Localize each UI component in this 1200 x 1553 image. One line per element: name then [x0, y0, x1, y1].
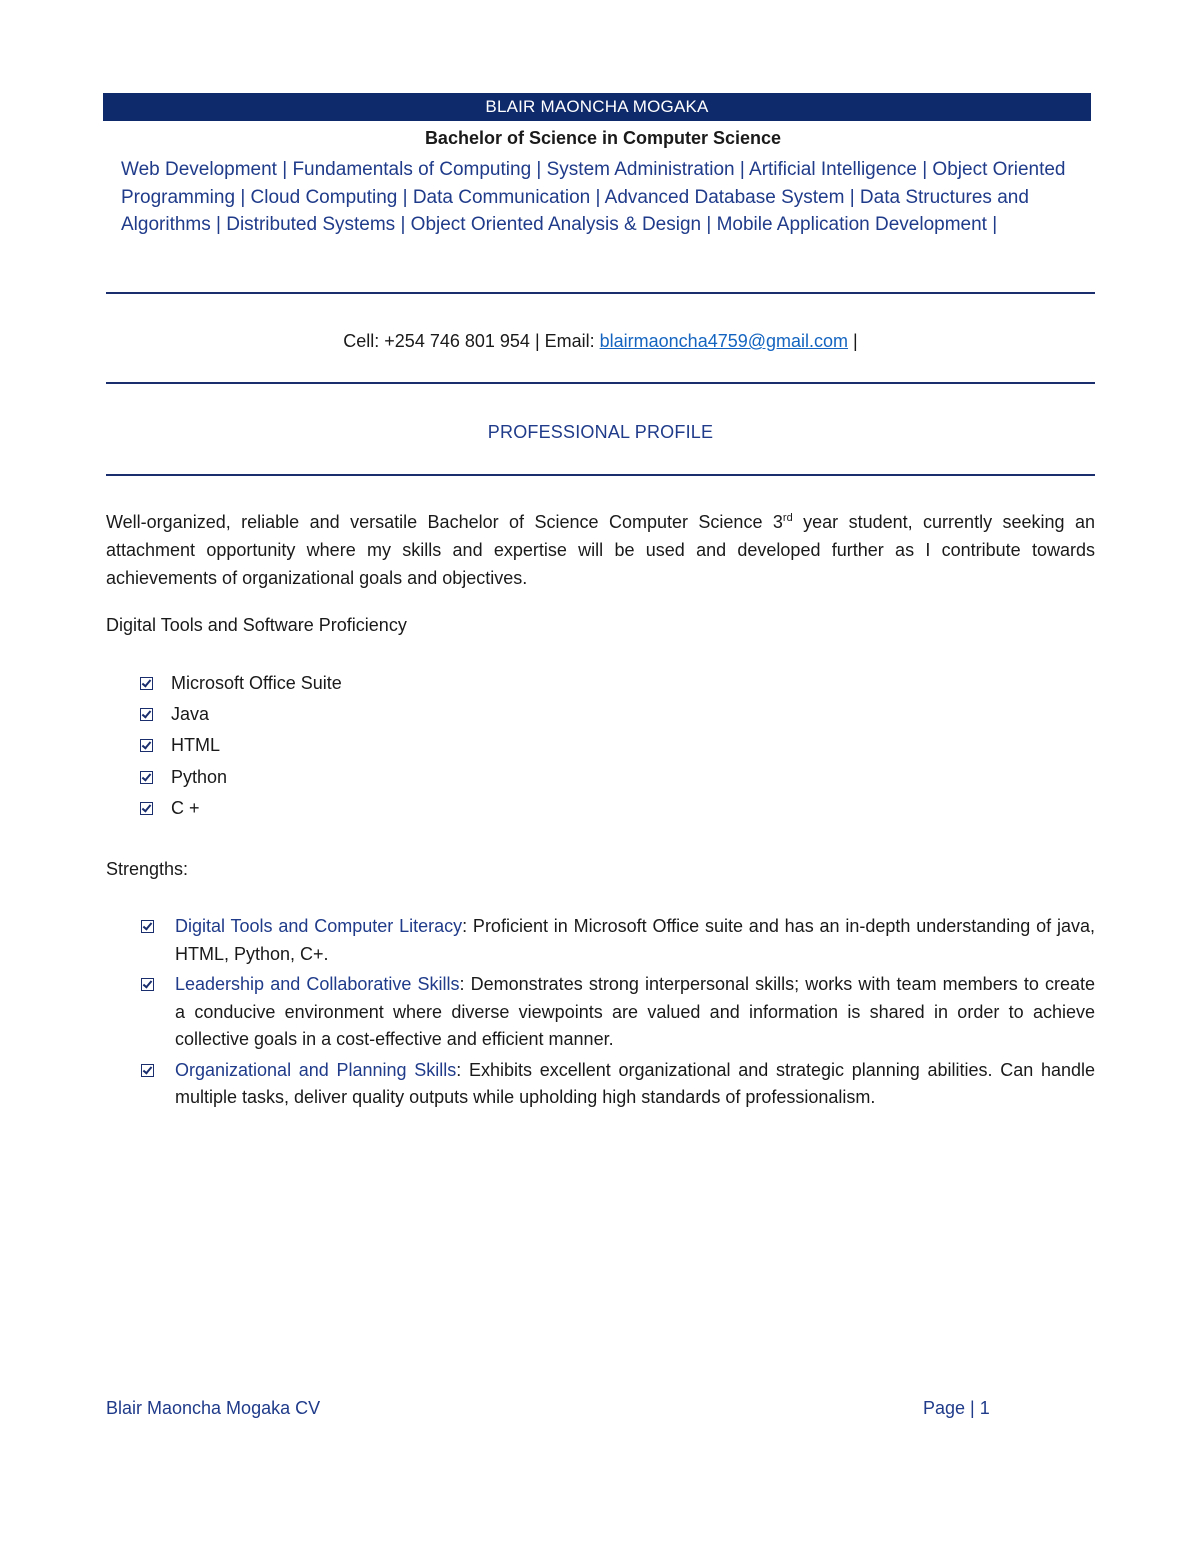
strength-text: : Demonstrates strong interpersonal skills; works with team members to create a conducive environment where diverse viewpoints are valued and information is shared in order to achieve collective goals in a cost-effective and efficient manner.	[175, 974, 1095, 1049]
divider-1	[106, 292, 1095, 294]
checkbox-checked-icon	[140, 708, 153, 721]
profile-text-end: year student, currently seeking an attachment opportunity where my skills and expertise will be used and developed further as I contribute towards achievements of organizational goals and objectives.	[106, 512, 1096, 588]
tool-label: Microsoft Office Suite	[171, 673, 342, 694]
list-item	[140, 971, 1095, 1054]
tool-label: Python	[171, 766, 228, 787]
candidate-name: BLAIR MAONCHA MOGAKA	[485, 97, 709, 116]
tools-heading: Digital Tools and Software Proficiency	[106, 615, 407, 635]
strengths-list	[140, 913, 1095, 1115]
profile-ordinal-suffix: rd	[782, 512, 793, 524]
profile-paragraph	[106, 504, 1095, 592]
checkbox-checked-icon	[140, 802, 153, 815]
list-item	[140, 762, 342, 793]
footer-page-number: Page | 1	[923, 1398, 990, 1418]
cell-number: +254 746 801 954	[384, 331, 530, 351]
email-link[interactable]: blairmaoncha4759@gmail.com	[599, 331, 849, 351]
list-item	[140, 730, 342, 761]
contact-trailing: |	[848, 331, 858, 351]
strength-title: Digital Tools and Computer Literacy	[175, 916, 463, 936]
strength-title: Organizational and Planning Skills	[175, 1059, 457, 1080]
footer-document-title: Blair Maoncha Mogaka CV	[106, 1398, 321, 1418]
divider-2	[106, 382, 1095, 384]
checkbox-checked-icon	[141, 978, 154, 991]
name-banner	[103, 93, 1091, 121]
strength-text: : Exhibits excellent organizational and strategic planning abilities. Can handle multiple tasks, deliver quality outputs while upholding high standards of professionalism.	[175, 1059, 1095, 1107]
tools-list	[140, 668, 342, 824]
profile-section-title: PROFESSIONAL PROFILE	[487, 422, 714, 442]
strength-title: Leadership and Collaborative Skills	[175, 974, 460, 994]
tool-label: C +	[171, 797, 200, 818]
cell-label: Cell:	[343, 331, 385, 351]
list-item	[140, 1057, 1095, 1112]
list-item	[140, 793, 342, 824]
contact-line	[106, 331, 1095, 352]
degree-title: Bachelor of Science in Computer Science	[424, 128, 782, 148]
courses-list: Web Development | Fundamentals of Computing | System Administration | Artificial Intelligence | Object Oriented Programming | Cloud Computing | Data Communication | Advanced Database System | Data Structures and Algorithms | Distributed Systems | Object Oriented Analysis & Design | Mobile Application Development |	[121, 159, 1066, 235]
profile-text-start: Well-organized, reliable and versatile Bachelor of Science Computer Science 3	[106, 512, 783, 532]
tool-label: HTML	[171, 735, 220, 756]
strength-text: : Proficient in Microsoft Office suite and has an in-depth understanding of java, HTML, Python, C+.	[175, 916, 1095, 964]
strengths-heading: Strengths:	[106, 859, 189, 879]
list-item	[140, 668, 342, 699]
divider-3	[106, 474, 1095, 476]
tool-label: Java	[171, 704, 210, 725]
checkbox-checked-icon	[141, 1064, 154, 1077]
list-item	[140, 913, 1095, 968]
checkbox-checked-icon	[140, 771, 153, 784]
checkbox-checked-icon	[141, 920, 154, 933]
checkbox-checked-icon	[140, 677, 153, 690]
email-label: Email:	[544, 331, 600, 351]
checkbox-checked-icon	[140, 739, 153, 752]
list-item	[140, 699, 342, 730]
contact-separator: |	[529, 331, 545, 351]
